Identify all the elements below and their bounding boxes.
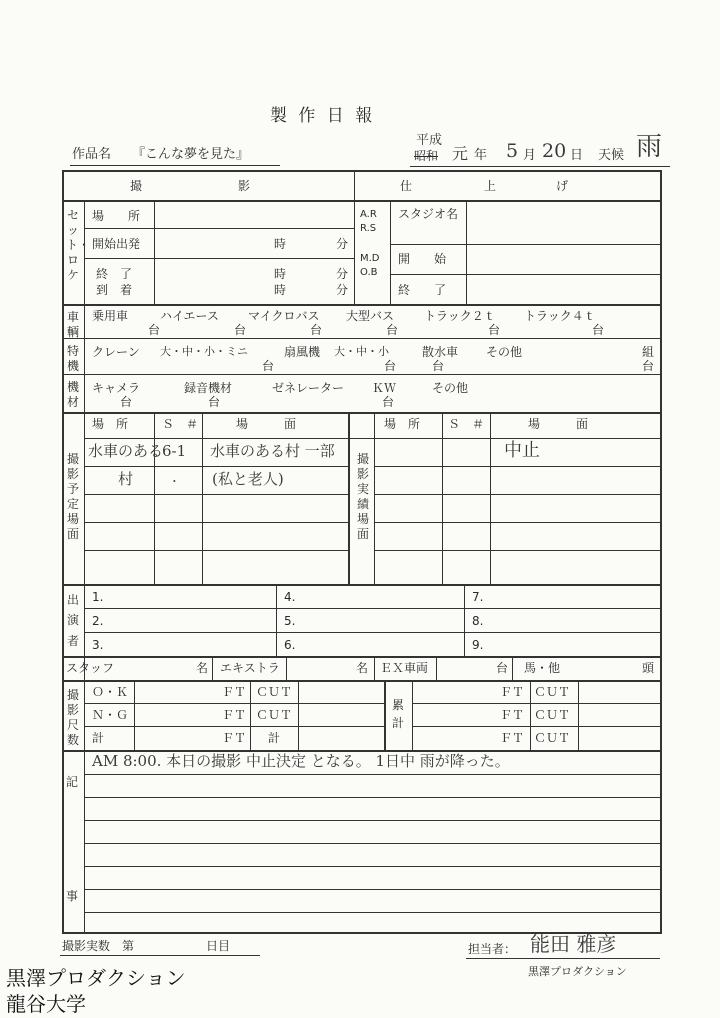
shuryo-label: 終 了 — [398, 283, 447, 297]
divider — [84, 797, 662, 798]
month-value: 5 — [506, 140, 519, 162]
cum-total-ft: ＦＴ — [500, 731, 525, 745]
equip-unit-1: 台 — [120, 395, 133, 409]
actual-note: 中止 — [504, 440, 540, 461]
vehicle-unit-5: 台 — [488, 323, 501, 337]
planned-col-scene: 場 面 — [236, 417, 297, 431]
divider — [212, 656, 213, 680]
ng-label: Ｎ・Ｇ — [92, 708, 129, 722]
divider — [384, 680, 386, 750]
equip-kw: ＫＷ — [372, 381, 397, 395]
divider — [84, 843, 662, 844]
studio-label: スタジオ名 — [398, 207, 459, 221]
era-struck: 昭和 — [414, 149, 439, 163]
work-name: 『こんな夢を見た』 — [132, 147, 250, 162]
ex-vehicle-dai: 台 — [496, 661, 509, 675]
vehicle-3: マイクロバス — [248, 309, 320, 323]
cumulative-label: 累計 — [391, 698, 404, 730]
vehicle-unit-2: 台 — [234, 323, 247, 337]
divider — [530, 680, 531, 750]
cast-1: 1. — [92, 590, 104, 604]
footage-side-label: 撮影尺数 — [66, 688, 79, 747]
ar-label: A.R — [360, 209, 377, 220]
cum-total-cut: ＣＵＴ — [534, 731, 571, 745]
divider — [84, 703, 384, 704]
actual-side-label: 撮影実績場面 — [356, 452, 369, 541]
vehicle-6: トラック４ｔ — [524, 309, 596, 323]
divider — [84, 228, 354, 229]
planned-side-label: 撮影予定場面 — [66, 452, 79, 541]
divider — [464, 584, 465, 656]
ex-vehicle-label: ＥＸ車両 — [380, 661, 429, 675]
vehicle-2: ハイエース — [160, 309, 219, 323]
staff-label: スタッフ — [66, 661, 115, 675]
sprinkler-label: 散水車 — [422, 345, 459, 359]
ng-ft: ＦＴ — [222, 708, 247, 722]
divider — [84, 632, 662, 633]
actual-col-place: 場 所 — [384, 417, 421, 431]
person-name: 能田 雅彦 — [530, 932, 617, 956]
cast-8: 8. — [472, 614, 484, 628]
special-set-unit: 組 — [642, 345, 655, 359]
extra-label: エキストラ — [220, 661, 280, 675]
total-kei: 計 — [268, 731, 281, 745]
divider — [250, 680, 251, 750]
crane-label: クレーン — [92, 345, 140, 359]
divider — [84, 608, 662, 609]
divider — [62, 584, 662, 586]
person-label: 担当者： — [468, 942, 517, 956]
vehicle-5: トラック２ｔ — [424, 309, 496, 323]
set-start-ji: 時 — [274, 237, 287, 251]
cast-2: 2. — [92, 614, 104, 628]
ng-cut: ＣＵＴ — [256, 708, 293, 722]
date-underline — [410, 166, 670, 167]
set-arrive-fun: 分 — [336, 283, 349, 297]
ob-label: O.B — [360, 267, 378, 278]
cum-ng-cut: ＣＵＴ — [534, 708, 571, 722]
cast-3: 3. — [92, 638, 104, 652]
ok-ft: ＦＴ — [222, 685, 247, 699]
planned-col-place: 場 所 — [92, 417, 129, 431]
year-value: 元 — [452, 144, 469, 163]
divider — [84, 866, 662, 867]
planned-row1-place: 水車のある — [88, 442, 164, 460]
vehicle-4: 大型バス — [346, 309, 395, 323]
divider — [298, 680, 299, 750]
equip-audio: 録音機材 — [184, 381, 233, 395]
divider — [84, 550, 348, 551]
special-side-label: 特機 — [66, 344, 79, 373]
special-set-unit-2: 台 — [642, 359, 655, 373]
finishing-head: 仕 上 げ — [400, 179, 569, 193]
special-other: その他 — [486, 345, 523, 359]
planned-row2-place: 村 — [118, 470, 134, 488]
total-label: 計 — [92, 731, 105, 745]
extra-mei: 名 — [356, 661, 369, 675]
divider — [62, 338, 662, 339]
divider — [62, 374, 662, 375]
notes-side-bottom: 事 — [66, 889, 79, 903]
cast-7: 7. — [472, 590, 484, 604]
vehicle-1: 乗用車 — [92, 309, 129, 323]
set-place: 場 所 — [92, 209, 141, 223]
weather-value: 雨 — [636, 132, 663, 162]
divider — [374, 656, 375, 680]
divider — [436, 656, 437, 680]
divider — [62, 304, 662, 306]
divider — [412, 726, 662, 727]
divider — [374, 522, 662, 523]
divider — [466, 200, 467, 304]
company-print: 黒澤プロダクション — [528, 965, 627, 978]
set-arrive-ji: 時 — [274, 283, 287, 297]
cum-ok-cut: ＣＵＴ — [534, 685, 571, 699]
divider — [84, 200, 85, 770]
notes-entry: AM 8:00. 本日の撮影 中止決定 となる。 1日中 雨が降った。 — [92, 752, 510, 770]
planned-row2-scene: (私と老人) — [212, 470, 284, 488]
set-end: 終 了 — [96, 267, 133, 281]
divider — [62, 200, 662, 202]
fan-unit: 台 — [384, 359, 397, 373]
year-label: 年 — [474, 148, 488, 163]
total-ft: ＦＴ — [222, 731, 247, 745]
weather-label: 天候 — [598, 148, 625, 163]
era-written: 平成 — [416, 133, 443, 148]
ok-label: Ｏ・Ｋ — [92, 685, 129, 699]
cast-4: 4. — [284, 590, 296, 604]
crane-unit: 台 — [262, 359, 275, 373]
divider — [412, 680, 413, 750]
divider — [62, 412, 662, 414]
divider — [60, 955, 260, 956]
divider — [354, 170, 355, 304]
divider — [276, 584, 277, 656]
divider — [286, 656, 287, 680]
staff-mei: 名 — [196, 661, 209, 675]
horse-label: 馬・他 — [524, 661, 561, 675]
days-label: 撮影実数 第 — [62, 939, 135, 953]
day-value: 20 — [542, 140, 567, 162]
actual-col-scene: 場 面 — [528, 417, 589, 431]
set-start: 開始出発 — [92, 237, 141, 251]
sprinkler-unit: 台 — [432, 359, 445, 373]
kaishi-label: 開 始 — [398, 252, 447, 266]
divider — [84, 726, 384, 727]
divider — [84, 494, 348, 495]
divider — [390, 244, 662, 245]
divider — [84, 889, 662, 890]
equip-other: その他 — [432, 381, 469, 395]
divider — [84, 750, 85, 934]
divider — [84, 438, 662, 439]
divider — [84, 522, 348, 523]
cum-ok-ft: ＦＴ — [500, 685, 525, 699]
divider — [412, 703, 662, 704]
rs-label: R.S — [360, 223, 377, 234]
work-underline — [70, 165, 280, 166]
divider — [84, 820, 662, 821]
crane-sizes: 大・中・小・ミニ — [160, 345, 248, 358]
planned-row2-s: . — [172, 468, 177, 486]
set-end-ji: 時 — [274, 267, 287, 281]
equip-unit-2: 台 — [208, 395, 221, 409]
vehicle-unit-6: 台 — [592, 323, 605, 337]
cast-5: 5. — [284, 614, 296, 628]
fan-label: 扇風機 — [284, 345, 321, 359]
actual-col-s: Ｓ ＃ — [448, 417, 485, 431]
divider — [84, 258, 354, 259]
divider — [466, 958, 660, 959]
divider — [512, 656, 513, 680]
vehicles-side-label: 車輌 — [66, 310, 79, 339]
vehicle-unit-3: 台 — [310, 323, 323, 337]
watermark-line2: 龍谷大学 — [6, 992, 86, 1016]
cum-ng-ft: ＦＴ — [500, 708, 525, 722]
divider — [84, 774, 662, 775]
set-start-fun: 分 — [336, 237, 349, 251]
divider — [84, 912, 662, 913]
horse-to: 頭 — [642, 661, 655, 675]
divider — [374, 494, 662, 495]
day-label: 日 — [570, 148, 584, 163]
days-unit: 日目 — [206, 939, 231, 953]
divider — [62, 680, 662, 682]
notes-side-top: 記 — [66, 775, 79, 789]
divider — [374, 550, 662, 551]
md-label: M.D — [360, 253, 380, 264]
month-label: 月 — [523, 148, 537, 163]
work-label: 作品名 — [72, 147, 112, 162]
divider — [390, 200, 391, 304]
vehicle-unit-1: 台 — [148, 323, 161, 337]
ok-cut: ＣＵＴ — [256, 685, 293, 699]
divider — [84, 466, 348, 467]
divider — [578, 680, 579, 750]
watermark-line1: 黒澤プロダクション — [6, 966, 186, 990]
equip-unit-3: 台 — [382, 395, 395, 409]
divider — [62, 656, 662, 658]
divider — [374, 466, 662, 467]
report-title: 製 作 日 報 — [270, 106, 376, 126]
vehicle-unit-4: 台 — [386, 323, 399, 337]
divider — [390, 274, 662, 275]
equipment-side-label: 機材 — [66, 380, 79, 409]
divider — [154, 200, 155, 304]
cast-side-label: 出演者 — [66, 593, 79, 648]
shooting-head: 撮 影 — [130, 179, 251, 193]
equip-generator: ゼネレーター — [272, 381, 345, 395]
set-arrive: 到 着 — [96, 283, 133, 297]
set-side-label: セット・ロケ — [66, 208, 91, 282]
fan-sizes: 大・中・小 — [334, 345, 389, 358]
planned-row1-scene: 水車のある村 一部 — [210, 442, 335, 460]
planned-col-s: Ｓ ＃ — [162, 417, 199, 431]
cast-6: 6. — [284, 638, 296, 652]
equip-camera: キャメラ — [92, 381, 141, 395]
planned-row1-s: 6-1 — [162, 442, 187, 460]
set-end-fun: 分 — [336, 267, 349, 281]
divider — [134, 680, 135, 750]
cast-9: 9. — [472, 638, 484, 652]
